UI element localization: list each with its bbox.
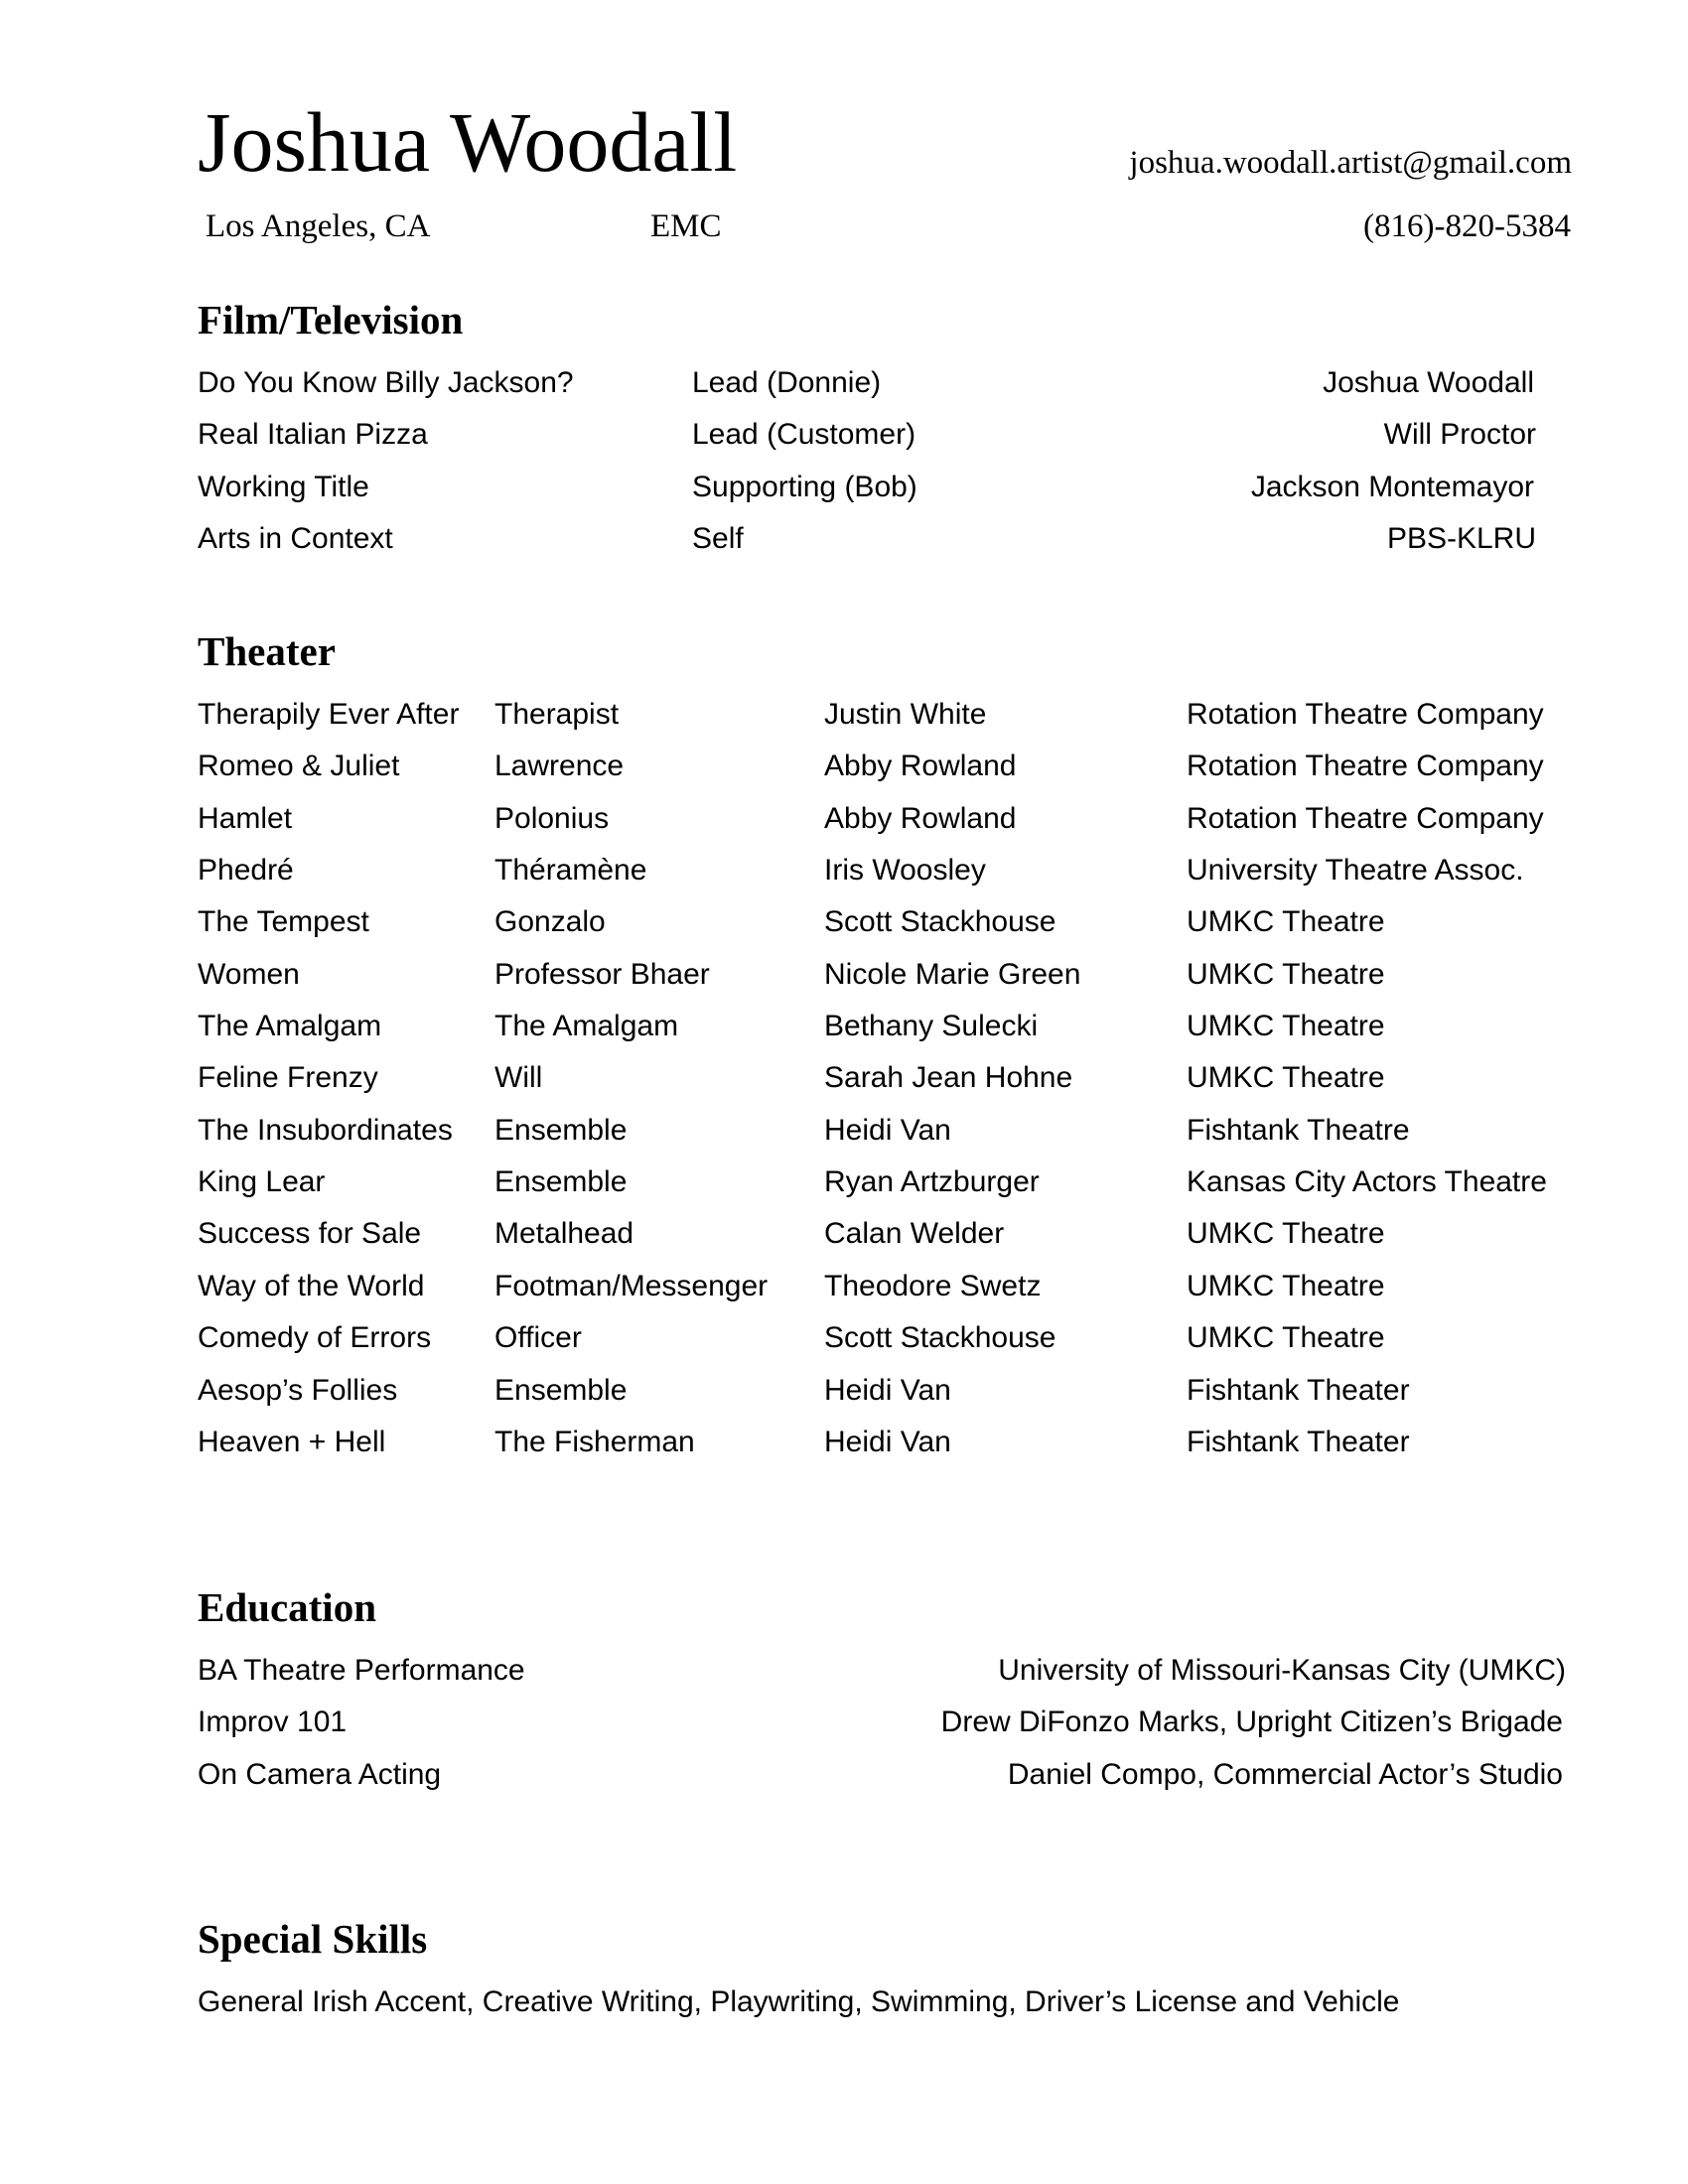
theater-play: Romeo & Juliet — [198, 750, 400, 782]
film-role: Supporting (Bob) — [692, 471, 917, 503]
theater-company: Fishtank Theater — [1187, 1374, 1410, 1407]
theater-play: Success for Sale — [198, 1217, 422, 1250]
theater-company: Rotation Theatre Company — [1187, 698, 1544, 731]
film-row — [0, 368, 1688, 420]
theater-role: The Amalgam — [494, 1010, 679, 1042]
film-director: Will Proctor — [1383, 418, 1536, 451]
theater-director: Ryan Artzburger — [824, 1165, 1040, 1198]
theater-row — [0, 907, 1688, 959]
theater-role: Gonzalo — [494, 905, 606, 938]
film-project: Arts in Context — [198, 522, 393, 555]
theater-row — [0, 751, 1688, 803]
theater-row — [0, 1323, 1688, 1375]
theater-company: UMKC Theatre — [1187, 905, 1385, 938]
education-course: Improv 101 — [198, 1706, 348, 1738]
education-institution: Drew DiFonzo Marks, Upright Citizen’s Brigade — [940, 1706, 1563, 1738]
theater-play: Women — [198, 958, 300, 991]
theater-role: Professor Bhaer — [494, 958, 710, 991]
theater-company: Fishtank Theater — [1187, 1426, 1410, 1458]
education-section-title: Education — [198, 1584, 376, 1630]
theater-play: Comedy of Errors — [198, 1321, 432, 1354]
theater-director: Scott Stackhouse — [824, 905, 1056, 938]
theater-director: Iris Woosley — [824, 854, 986, 887]
theater-role: Ensemble — [494, 1374, 628, 1407]
film-role: Self — [692, 522, 744, 555]
actor-name: Joshua Woodall — [198, 94, 738, 190]
skills-text: General Irish Accent, Creative Writing, Playwriting, Swimming, Driver’s License and Vehicle — [198, 1985, 1400, 2018]
theater-director: Theodore Swetz — [824, 1270, 1042, 1302]
theater-row — [0, 1167, 1688, 1219]
theater-role: Ensemble — [494, 1165, 628, 1198]
theater-role: Therapist — [494, 698, 620, 731]
theater-role: Footman/Messenger — [494, 1270, 769, 1302]
theater-director: Heidi Van — [824, 1426, 951, 1458]
theater-row — [0, 700, 1688, 751]
theater-company: UMKC Theatre — [1187, 958, 1385, 991]
theater-role: The Fisherman — [494, 1426, 695, 1458]
theater-row — [0, 1012, 1688, 1063]
theater-play: The Insubordinates — [198, 1114, 453, 1147]
theater-director: Calan Welder — [824, 1217, 1005, 1250]
theater-role: Officer — [494, 1321, 582, 1354]
film-director: PBS-KLRU — [1386, 522, 1536, 555]
film-director: Jackson Montemayor — [1250, 471, 1534, 503]
film-row — [0, 473, 1688, 524]
theater-company: UMKC Theatre — [1187, 1270, 1385, 1302]
theater-row — [0, 804, 1688, 856]
theater-company: UMKC Theatre — [1187, 1061, 1385, 1094]
education-row — [0, 1707, 1688, 1759]
theater-play: Phedré — [198, 854, 294, 887]
theater-row — [0, 1376, 1688, 1428]
theater-director: Justin White — [824, 698, 987, 731]
film-director: Joshua Woodall — [1323, 366, 1534, 399]
film-row — [0, 524, 1688, 576]
theater-director: Nicole Marie Green — [824, 958, 1081, 991]
education-course: On Camera Acting — [198, 1758, 442, 1791]
contact-email: joshua.woodall.artist@gmail.com — [1129, 145, 1572, 181]
theater-role: Théramène — [494, 854, 647, 887]
theater-play: Feline Frenzy — [198, 1061, 378, 1094]
education-row — [0, 1760, 1688, 1812]
theater-row — [0, 1428, 1688, 1479]
theater-row — [0, 1272, 1688, 1323]
location: Los Angeles, CA — [206, 208, 431, 244]
skills-row — [0, 1987, 1688, 2039]
contact-phone: (816)-820-5384 — [1363, 208, 1571, 244]
theater-director: Scott Stackhouse — [824, 1321, 1056, 1354]
film-project: Working Title — [198, 471, 369, 503]
theater-company: Rotation Theatre Company — [1187, 750, 1544, 782]
skills-section-title: Special Skills — [198, 1916, 428, 1962]
theater-director: Abby Rowland — [824, 802, 1017, 835]
theater-row — [0, 960, 1688, 1012]
theater-play: Way of the World — [198, 1270, 425, 1302]
theater-row — [0, 1219, 1688, 1271]
theater-play: King Lear — [198, 1165, 326, 1198]
theater-play: Hamlet — [198, 802, 293, 835]
union-status: EMC — [650, 208, 722, 244]
education-course: BA Theatre Performance — [198, 1654, 525, 1687]
film-section-title: Film/Television — [198, 297, 464, 342]
film-project: Real Italian Pizza — [198, 418, 428, 451]
theater-director: Sarah Jean Hohne — [824, 1061, 1073, 1094]
theater-section-title: Theater — [198, 628, 336, 674]
theater-director: Bethany Sulecki — [824, 1010, 1039, 1042]
film-project: Do You Know Billy Jackson? — [198, 366, 574, 399]
theater-director: Heidi Van — [824, 1114, 951, 1147]
theater-play: The Amalgam — [198, 1010, 382, 1042]
theater-director: Abby Rowland — [824, 750, 1017, 782]
education-row — [0, 1656, 1688, 1707]
theater-role: Lawrence — [494, 750, 625, 782]
education-institution: University of Missouri-Kansas City (UMKC) — [998, 1654, 1566, 1687]
education-institution: Daniel Compo, Commercial Actor’s Studio — [1007, 1758, 1563, 1791]
theater-row — [0, 1116, 1688, 1167]
theater-row — [0, 856, 1688, 907]
theater-company: Kansas City Actors Theatre — [1187, 1165, 1547, 1198]
theater-play: Therapily Ever After — [198, 698, 460, 731]
theater-role: Metalhead — [494, 1217, 634, 1250]
theater-play: Aesop’s Follies — [198, 1374, 398, 1407]
theater-company: UMKC Theatre — [1187, 1217, 1385, 1250]
theater-director: Heidi Van — [824, 1374, 951, 1407]
theater-company: Rotation Theatre Company — [1187, 802, 1544, 835]
film-row — [0, 420, 1688, 472]
theater-company: UMKC Theatre — [1187, 1321, 1385, 1354]
film-role: Lead (Customer) — [692, 418, 916, 451]
theater-company: Fishtank Theatre — [1187, 1114, 1410, 1147]
theater-role: Polonius — [494, 802, 610, 835]
theater-row — [0, 1063, 1688, 1115]
theater-company: UMKC Theatre — [1187, 1010, 1385, 1042]
theater-play: Heaven + Hell — [198, 1426, 386, 1458]
film-role: Lead (Donnie) — [692, 366, 882, 399]
theater-role: Will — [494, 1061, 543, 1094]
theater-company: University Theatre Assoc. — [1187, 854, 1524, 887]
theater-play: The Tempest — [198, 905, 369, 938]
theater-role: Ensemble — [494, 1114, 628, 1147]
